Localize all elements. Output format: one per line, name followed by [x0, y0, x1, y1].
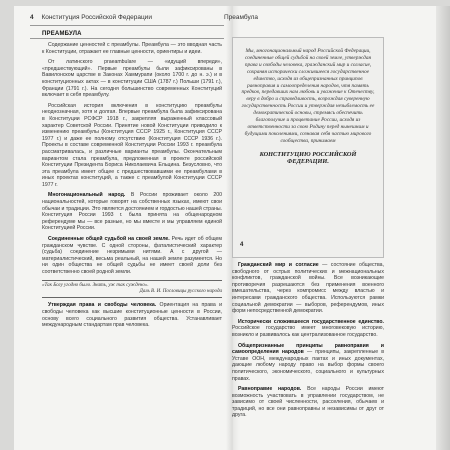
preamble-text-box — [232, 37, 384, 258]
book-spread — [14, 6, 450, 450]
paragraph: От латинского praeambulare — «идущий впереди», «предшествующий». Первые преамбулы были зафиксированы в Вавилонском царстве в Законах Хаммурапи (около 1700 г. до н. э.) и в конституционных актах — в конституции США (1787 г.) Польши (1791 г.), Франции (1791 г.). На сегодня большинство современных Конституций включает в себя преамбулу. — [42, 59, 222, 99]
epigraph-text: «Так Богу угодно было. Знать, уж так суждено». — [42, 282, 149, 288]
paragraph: Гражданский мир и согласие — состояние общества, свободного от острых политических и межнациональных конфликтов, гражданской войны. Все возникающие противоречия разрешаются без применения военного вмешательства, через компромисс между властью и интересами гражданского общества. Используются рамки социальной демократии — выборов, референдумов, иных форм непосредственной демократии. — [232, 262, 385, 315]
paragraph: Соединенные общей судьбой на своей земле. Речь идет об общем гражданском чувстве. С одной стороны, фаталистический характер (судьба) соединение незримыми нитями. А с другой — материалистический, весьма реальный, на нашей земле разумеется. Но ни один общества не общей судьбы не имеет своей доли без соответственно своей родной земли. — [42, 236, 222, 275]
epigraph-source: Даль В. И. Пословицы русского народа — [139, 289, 222, 294]
preamble-text: Мы, многонациональный народ Российской Федерации, соединенные общей судьбой на своей земле, утверждая права и свободы человека, гражданский мир и согласие, сохраняя исторически сложившееся государственное единство, исходя из общепризнанных принципов равноправия и самоопределения народов, чтя память предков, передавших нам любовь и уважение к Отечеству, веру в добро и справедливость, возрождая суверенную государственность России и утверждая незыблемость ее демократической основы, стремясь обеспечить благополучие и процветание России, исходя из ответственности за свою Родину перед нынешним и будущими поколениями, сознавая себя частью мирового сообщества, принимаем — [241, 48, 375, 144]
page-number: 4 — [30, 14, 34, 21]
page-edge-shadow — [436, 6, 450, 450]
paragraph: Российская история включения в конституцию преамбулы неоднозначная, хотя и долгая. Впервые преамбула была зафиксирована в Конституции РСФСР 1918 г., закрепляя выраженный классовый характер Советской России. Принятие новой Конституции приводило к изменению преамбулы (Конституция СССР 1925 г., Конституция СССР 1977 г.) и даже ее полному отсутствию (Конституция СССР 1936 г.). Проекты в составе современной Конституции России 1993 г. преамбула рассматривалась, и различные варианты преамбулы. Окончательным вариантом стала преамбула, предложенная в проекте российской Конституции Президента Бориса Николаевича Ельцина. Безусловно, что эта преамбула имеет общее с предшествовавшими ее преамбулами в иных проектах конституций, а также с преамбулой Конституции СССР 1977 г. — [42, 102, 222, 188]
preamble-body — [241, 48, 375, 166]
header-rule — [30, 25, 224, 26]
right-running-title: Преамбула — [224, 14, 259, 21]
left-running-title: Конституция Российской Федерации — [41, 14, 152, 21]
right-column — [232, 262, 384, 423]
left-running-header — [30, 14, 152, 21]
right-running-header — [224, 14, 258, 21]
box-page-marker: 4 — [240, 242, 244, 248]
epigraph — [42, 280, 222, 299]
left-column — [42, 42, 222, 333]
paragraph: Общепризнанные принципы равноправия и самоопределения народов — принципы, закрепленные в Уставе ООН, международных пактах и иных документах, дающие любому народу право на выбор формы своего политического, экономического, социального и культурных правах. — [232, 342, 384, 382]
section-title: ПРЕАМБУЛА — [42, 31, 82, 37]
paragraph: Многонациональный народ. В России проживает около 200 национальностей, которые говорят на собственных языках, имеют свои обычаи и традиции. Это является достоянием и гордостью нашей страны. Конституция России 1993 г. была принята на общенародном референдуме мы — все разные, но мы вместе и мы управляем единой Конституцией России. — [42, 192, 223, 232]
section-rule — [30, 38, 224, 39]
paragraph: Содержание ценностей с преамбулы. Преамбула — это вводная часть к Конституции, отражает ее главные ценности, ориентиры и идеи. — [42, 42, 222, 55]
paragraph: Исторически сложившееся государственное единство. Российское государство имеет многовековую историю, возникло и развивалось как централизованное государство. — [232, 318, 384, 338]
paragraph: Равноправие народов. Все народы России имеют возможность участвовать в управлении государством, не зависимо от своей численности, расселения, обычаев и традиций, но все они равноправны и независимы от друг от друга. — [232, 386, 384, 419]
preamble-signature: КОНСТИТУЦИЮ РОССИЙСКОЙ ФЕДЕРАЦИИ. — [259, 150, 357, 166]
paragraph: Утверждая права и свободы человека. Ориентация на права и свободы человека как высшие конституционные ценности в России, основу всего социального развития общества. Устанавливает международным стандартам прав человека. — [42, 302, 222, 329]
